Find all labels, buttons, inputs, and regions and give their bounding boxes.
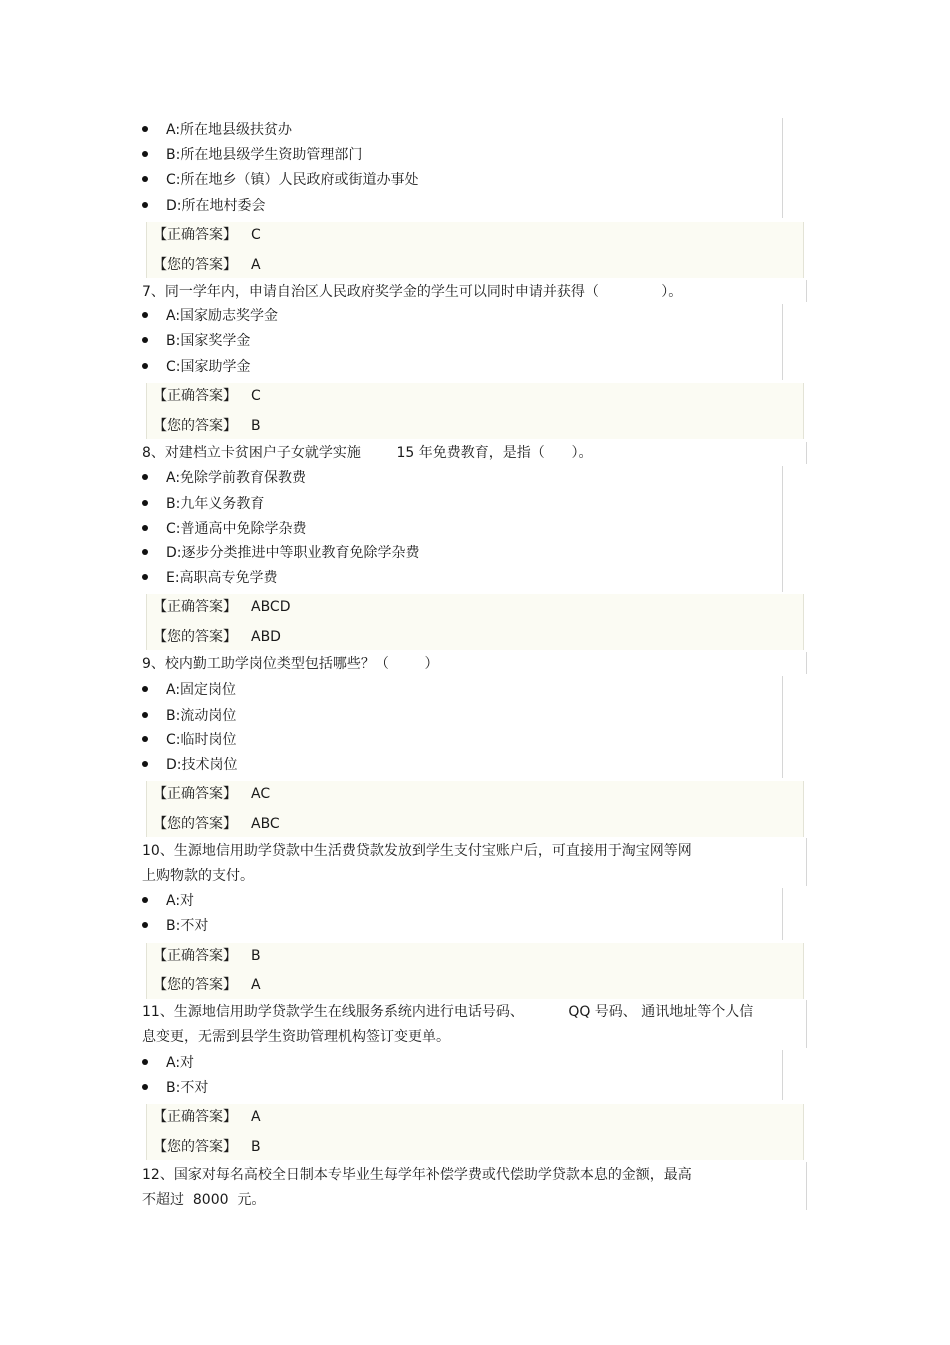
question-12-line-2: 不超过 8000 元。	[142, 1192, 266, 1208]
correct-answer-value: C	[251, 227, 261, 243]
option-item	[142, 144, 362, 166]
answer-box	[146, 781, 804, 837]
your-answer-label: 【您的答案】	[153, 977, 237, 993]
vertical-rule	[806, 838, 807, 886]
correct-answer-row	[153, 1106, 261, 1128]
bullet-icon	[142, 363, 148, 369]
your-answer-value: ABC	[251, 816, 280, 832]
correct-answer-label: 【正确答案】	[153, 599, 237, 615]
correct-answer-value: C	[251, 388, 261, 404]
option-label: B:流动岗位	[166, 708, 237, 724]
your-answer-row	[153, 415, 261, 437]
option-item	[142, 1077, 208, 1099]
option-label: A:对	[166, 1055, 195, 1071]
question-text	[142, 865, 254, 887]
your-answer-row	[153, 254, 261, 276]
correct-answer-value: B	[251, 948, 261, 964]
option-item	[142, 754, 238, 776]
option-label: B:不对	[166, 918, 209, 934]
option-label: D:所在地村委会	[166, 198, 266, 214]
bullet-icon	[142, 761, 148, 767]
vertical-rule	[806, 442, 807, 464]
question-text	[142, 442, 592, 464]
option-label: D:逐步分类推进中等职业教育免除学杂费	[166, 545, 420, 561]
correct-answer-value: AC	[251, 786, 271, 802]
correct-answer-label: 【正确答案】	[153, 388, 237, 404]
bullet-icon	[142, 337, 148, 343]
vertical-rule	[782, 676, 783, 778]
correct-answer-value: A	[251, 1109, 261, 1125]
vertical-rule	[806, 1000, 807, 1048]
option-label: A:免除学前教育保教费	[166, 470, 307, 486]
option-item	[142, 330, 250, 352]
your-answer-row	[153, 974, 261, 996]
your-answer-value: B	[251, 418, 261, 434]
bullet-icon	[142, 176, 148, 182]
option-item	[142, 567, 278, 589]
question-7-text: 7、同一学年内，申请自治区人民政府奖学金的学生可以同时申请并获得（ ）。	[142, 284, 683, 300]
bullet-icon	[142, 500, 148, 506]
option-label: C:国家助学金	[166, 359, 251, 375]
bullet-icon	[142, 897, 148, 903]
option-label: E:高职高专免学费	[166, 570, 278, 586]
question-text	[142, 1001, 753, 1023]
question-10-line-1: 10、生源地信用助学贷款中生活费贷款发放到学生支付宝账户后，可直接用于淘宝网等网	[142, 843, 692, 859]
question-10-line-2: 上购物款的支付。	[142, 868, 254, 884]
question-8-text: 8、对建档立卡贫困户子女就学实施 15 年免费教育，是指（ ）。	[142, 445, 593, 461]
option-item	[142, 305, 278, 327]
your-answer-label: 【您的答案】	[153, 1139, 237, 1155]
your-answer-row	[153, 813, 280, 835]
option-label: C:所在地乡（镇）人民政府或街道办事处	[166, 172, 419, 188]
vertical-rule	[782, 304, 783, 380]
bullet-icon	[142, 1084, 148, 1090]
your-answer-label: 【您的答案】	[153, 816, 237, 832]
correct-answer-label: 【正确答案】	[153, 786, 237, 802]
question-text	[142, 653, 439, 675]
option-item	[142, 356, 251, 378]
vertical-rule	[782, 118, 783, 218]
correct-answer-row	[153, 783, 270, 805]
option-label: A:对	[166, 893, 195, 909]
correct-answer-row	[153, 385, 261, 407]
option-item	[142, 467, 306, 489]
correct-answer-row	[153, 224, 261, 246]
option-label: B:九年义务教育	[166, 496, 265, 512]
option-item	[142, 169, 419, 191]
option-item	[142, 729, 237, 751]
bullet-icon	[142, 686, 148, 692]
your-answer-value: ABD	[251, 629, 281, 645]
option-label: B:不对	[166, 1080, 209, 1096]
bullet-icon	[142, 549, 148, 555]
your-answer-label: 【您的答案】	[153, 257, 237, 273]
option-item	[142, 493, 264, 515]
question-text	[142, 1026, 450, 1048]
correct-answer-label: 【正确答案】	[153, 948, 237, 964]
vertical-rule	[782, 466, 783, 592]
question-12-line-1: 12、国家对每名高校全日制本专毕业生每学年补偿学费或代偿助学贷款本息的金额，最高	[142, 1167, 692, 1183]
vertical-rule	[806, 1162, 807, 1210]
question-text	[142, 1164, 692, 1186]
bullet-icon	[142, 151, 148, 157]
option-item	[142, 195, 266, 217]
bullet-icon	[142, 574, 148, 580]
correct-answer-value: ABCD	[251, 599, 291, 615]
question-text	[142, 281, 682, 303]
option-label: C:普通高中免除学杂费	[166, 521, 307, 537]
vertical-rule	[806, 280, 807, 302]
answer-box	[146, 594, 804, 650]
option-item	[142, 1052, 194, 1074]
your-answer-row	[153, 1136, 261, 1158]
option-label: B:所在地县级学生资助管理部门	[166, 147, 363, 163]
answer-box	[146, 943, 804, 999]
your-answer-label: 【您的答案】	[153, 629, 237, 645]
your-answer-row	[153, 626, 281, 648]
option-item	[142, 119, 292, 141]
bullet-icon	[142, 922, 148, 928]
option-label: A:国家励志奖学金	[166, 308, 279, 324]
your-answer-value: A	[251, 257, 261, 273]
bullet-icon	[142, 126, 148, 132]
option-item	[142, 915, 208, 937]
correct-answer-label: 【正确答案】	[153, 227, 237, 243]
bullet-icon	[142, 712, 148, 718]
answer-box	[146, 222, 804, 278]
your-answer-value: B	[251, 1139, 261, 1155]
option-label: A:所在地县级扶贫办	[166, 122, 293, 138]
option-item	[142, 705, 236, 727]
bullet-icon	[142, 736, 148, 742]
vertical-rule	[782, 1050, 783, 1100]
answer-box	[146, 383, 804, 439]
bullet-icon	[142, 202, 148, 208]
bullet-icon	[142, 525, 148, 531]
option-item	[142, 542, 420, 564]
correct-answer-label: 【正确答案】	[153, 1109, 237, 1125]
option-label: B:国家奖学金	[166, 333, 251, 349]
question-11-line-1: 11、生源地信用助学贷款学生在线服务系统内进行电话号码、 QQ 号码、 通讯地址等个人信	[142, 1004, 754, 1020]
question-11-line-2: 息变更，无需到县学生资助管理机构签订变更单。	[142, 1029, 450, 1045]
vertical-rule	[782, 888, 783, 940]
correct-answer-row	[153, 596, 291, 618]
question-text	[142, 840, 692, 862]
option-label: A:固定岗位	[166, 682, 237, 698]
option-label: C:临时岗位	[166, 732, 237, 748]
question-text	[142, 1189, 265, 1211]
vertical-rule	[806, 652, 807, 674]
option-label: D:技术岗位	[166, 757, 238, 773]
option-item	[142, 890, 194, 912]
your-answer-value: A	[251, 977, 261, 993]
bullet-icon	[142, 474, 148, 480]
question-9-text: 9、校内勤工助学岗位类型包括哪些？（ ）	[142, 656, 439, 672]
correct-answer-row	[153, 945, 261, 967]
option-item	[142, 518, 307, 540]
bullet-icon	[142, 312, 148, 318]
your-answer-label: 【您的答案】	[153, 418, 237, 434]
bullet-icon	[142, 1059, 148, 1065]
answer-box	[146, 1104, 804, 1160]
option-item	[142, 679, 236, 701]
